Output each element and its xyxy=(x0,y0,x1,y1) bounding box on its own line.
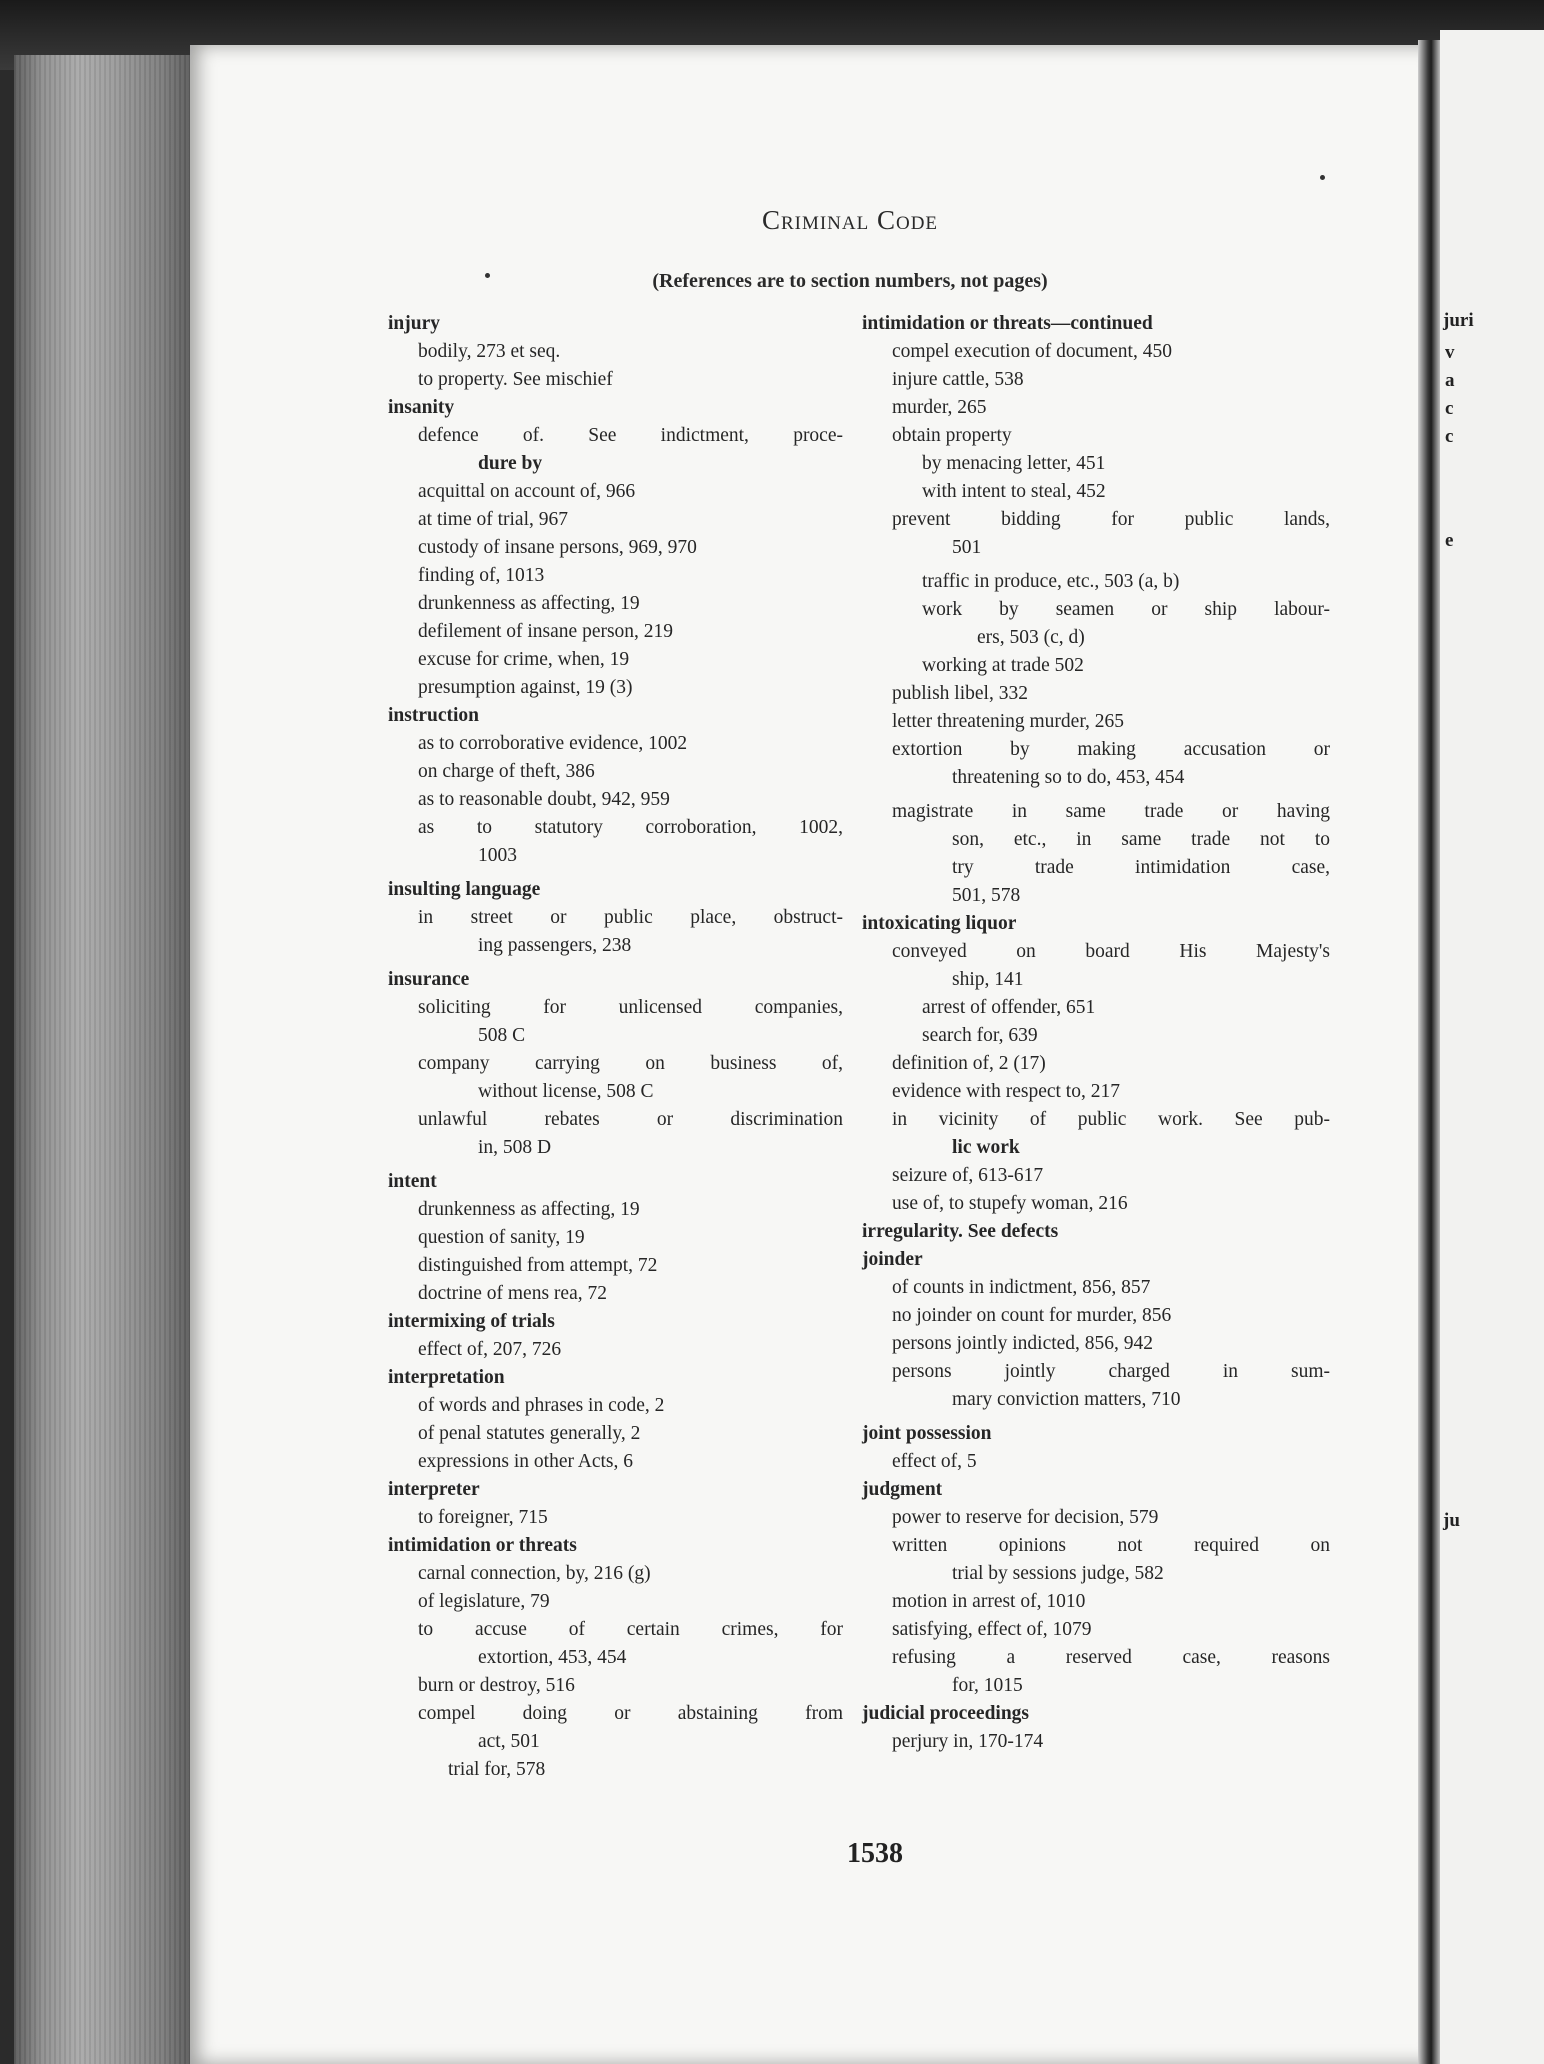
index-subentry: doctrine of mens rea, 72 xyxy=(418,1283,607,1304)
index-subentry: motion in arrest of, 1010 xyxy=(892,1591,1086,1612)
index-subentry: as to corroborative evidence, 1002 xyxy=(418,733,688,754)
page-number: 1538 xyxy=(847,1838,903,1869)
index-subentry: use of, to stupefy woman, 216 xyxy=(892,1193,1128,1214)
book-gutter xyxy=(1418,40,1440,2064)
next-page-fragment: c xyxy=(1445,398,1454,419)
index-subentry: drunkenness as affecting, 19 xyxy=(418,593,640,614)
index-subentry: excuse for crime, when, 19 xyxy=(418,649,630,670)
index-subentry: by menacing letter, 451 xyxy=(922,453,1106,474)
index-subentry: extortion by making accusation or xyxy=(892,739,1330,760)
index-subentry: without license, 508 C xyxy=(478,1081,654,1102)
index-subentry: magistrate in same trade or having xyxy=(892,801,1330,822)
index-subentry: to foreigner, 715 xyxy=(418,1507,548,1528)
index-heading: insurance xyxy=(388,969,470,990)
next-page-fragment: v xyxy=(1445,342,1455,363)
index-subentry: in, 508 D xyxy=(478,1137,552,1158)
index-subentry: trial for, 578 xyxy=(448,1759,546,1780)
index-subentry: act, 501 xyxy=(478,1731,540,1752)
index-subentry: ing passengers, 238 xyxy=(478,935,632,956)
index-subentry: expressions in other Acts, 6 xyxy=(418,1451,634,1472)
index-heading: irregularity. See defects xyxy=(862,1221,1059,1242)
index-subentry: work by seamen or ship labour- xyxy=(922,599,1330,620)
index-subentry: effect of, 207, 726 xyxy=(418,1339,562,1360)
index-subentry: murder, 265 xyxy=(892,397,987,418)
index-subentry: with intent to steal, 452 xyxy=(922,481,1106,502)
index-heading: judgment xyxy=(862,1479,943,1500)
index-subentry: persons jointly charged in sum- xyxy=(892,1361,1330,1382)
index-heading: intermixing of trials xyxy=(388,1311,555,1332)
index-subentry: custody of insane persons, 969, 970 xyxy=(418,537,697,558)
next-page-fragment: a xyxy=(1445,370,1455,391)
index-subentry: 501, 578 xyxy=(952,885,1021,906)
index-subentry: trial by sessions judge, 582 xyxy=(952,1563,1164,1584)
index-subentry: in street or public place, obstruct- xyxy=(418,907,843,928)
index-subentry: no joinder on count for murder, 856 xyxy=(892,1305,1172,1326)
index-heading: judicial proceedings xyxy=(862,1703,1030,1724)
index-subentry: traffic in produce, etc., 503 (a, b) xyxy=(922,571,1180,592)
index-subentry: presumption against, 19 (3) xyxy=(418,677,633,698)
print-speck xyxy=(1320,175,1325,180)
index-heading: interpretation xyxy=(388,1367,505,1388)
index-subentry: seizure of, 613-617 xyxy=(892,1165,1044,1186)
index-subentry: lic work xyxy=(952,1137,1020,1158)
running-head: Criminal Code xyxy=(761,205,939,235)
index-subentry: definition of, 2 (17) xyxy=(892,1053,1046,1074)
index-subentry: distinguished from attempt, 72 xyxy=(418,1255,658,1276)
next-page-fragment: c xyxy=(1445,426,1454,447)
index-subentry: of words and phrases in code, 2 xyxy=(418,1395,665,1416)
index-subentry: satisfying, effect of, 1079 xyxy=(892,1619,1092,1640)
index-subentry: unlawful rebates or discrimination xyxy=(418,1109,843,1130)
index-subentry: 501 xyxy=(952,537,982,558)
index-subentry: ers, 503 (c, d) xyxy=(977,627,1085,648)
next-page-fragment: juri xyxy=(1443,310,1474,331)
index-subentry: working at trade 502 xyxy=(922,655,1084,676)
index-subentry: burn or destroy, 516 xyxy=(418,1675,575,1696)
index-subentry: evidence with respect to, 217 xyxy=(892,1081,1120,1102)
index-subentry: try trade intimidation case, xyxy=(952,857,1330,878)
next-page-fragment: e xyxy=(1445,530,1454,551)
index-subentry: obtain property xyxy=(892,425,1012,446)
index-subentry: as to statutory corroboration, 1002, xyxy=(418,817,843,838)
index-subentry: bodily, 273 et seq. xyxy=(418,341,561,362)
index-subentry: ship, 141 xyxy=(952,969,1024,990)
index-subentry: effect of, 5 xyxy=(892,1451,977,1472)
index-subentry: carnal connection, by, 216 (g) xyxy=(418,1563,651,1584)
index-subentry: arrest of offender, 651 xyxy=(922,997,1096,1018)
index-heading: intimidation or threats xyxy=(388,1535,577,1556)
index-subentry: 1003 xyxy=(478,845,517,866)
index-subentry: perjury in, 170-174 xyxy=(892,1731,1044,1752)
index-heading: instruction xyxy=(388,705,480,726)
index-heading: insulting language xyxy=(388,879,541,900)
index-subentry: conveyed on board His Majesty's xyxy=(892,941,1330,962)
index-subentry: on charge of theft, 386 xyxy=(418,761,595,782)
index-subentry: drunkenness as affecting, 19 xyxy=(418,1199,640,1220)
index-subentry: prevent bidding for public lands, xyxy=(892,509,1330,530)
index-subentry: to property. See mischief xyxy=(418,369,613,390)
index-subentry: injure cattle, 538 xyxy=(892,369,1024,390)
index-subentry: dure by xyxy=(478,453,543,474)
index-subentry: son, etc., in same trade not to xyxy=(952,829,1330,850)
subheading: (References are to section numbers, not pages) xyxy=(652,270,1048,292)
index-subentry: defilement of insane person, 219 xyxy=(418,621,674,642)
index-heading: insanity xyxy=(388,397,455,418)
index-subentry: of legislature, 79 xyxy=(418,1591,550,1612)
index-subentry: in vicinity of public work. See pub- xyxy=(892,1109,1330,1130)
index-subentry: defence of. See indictment, proce- xyxy=(418,425,843,446)
next-page-edge xyxy=(1440,30,1544,2064)
index-heading: interpreter xyxy=(388,1479,480,1500)
index-subentry: at time of trial, 967 xyxy=(418,509,569,530)
index-subentry: refusing a reserved case, reasons xyxy=(892,1647,1330,1668)
index-heading: intoxicating liquor xyxy=(862,913,1017,934)
index-subentry: publish libel, 332 xyxy=(892,683,1028,704)
index-column-left xyxy=(388,310,843,1784)
index-subentry: compel execution of document, 450 xyxy=(892,341,1172,362)
index-subentry: mary conviction matters, 710 xyxy=(952,1389,1181,1410)
next-page-fragment: ju xyxy=(1443,1510,1460,1531)
index-subentry: persons jointly indicted, 856, 942 xyxy=(892,1333,1154,1354)
index-subentry: for, 1015 xyxy=(952,1675,1023,1696)
index-subentry: to accuse of certain crimes, for xyxy=(418,1619,843,1640)
index-subentry: letter threatening murder, 265 xyxy=(892,711,1125,732)
index-subentry: written opinions not required on xyxy=(892,1535,1330,1556)
index-subentry: extortion, 453, 454 xyxy=(478,1647,627,1668)
index-subentry: of counts in indictment, 856, 857 xyxy=(892,1277,1151,1298)
index-heading: injury xyxy=(388,313,441,334)
index-heading: intimidation or threats—continued xyxy=(862,313,1153,334)
index-subentry: power to reserve for decision, 579 xyxy=(892,1507,1159,1528)
index-column-right xyxy=(862,310,1330,1756)
index-subentry: threatening so to do, 453, 454 xyxy=(952,767,1185,788)
index-subentry: search for, 639 xyxy=(922,1025,1038,1046)
index-heading: joint possession xyxy=(862,1423,992,1444)
index-heading: intent xyxy=(388,1171,437,1192)
index-subentry: company carrying on business of, xyxy=(418,1053,843,1074)
index-subentry: question of sanity, 19 xyxy=(418,1227,585,1248)
index-subentry: finding of, 1013 xyxy=(418,565,545,586)
index-subentry: 508 C xyxy=(478,1025,526,1046)
book-page-edges xyxy=(14,55,199,2064)
index-subentry: compel doing or abstaining from xyxy=(418,1703,843,1724)
index-subentry: of penal statutes generally, 2 xyxy=(418,1423,641,1444)
index-subentry: as to reasonable doubt, 942, 959 xyxy=(418,789,670,810)
index-subentry: acquittal on account of, 966 xyxy=(418,481,636,502)
index-heading: joinder xyxy=(862,1249,923,1270)
index-subentry: soliciting for unlicensed companies, xyxy=(418,997,843,1018)
